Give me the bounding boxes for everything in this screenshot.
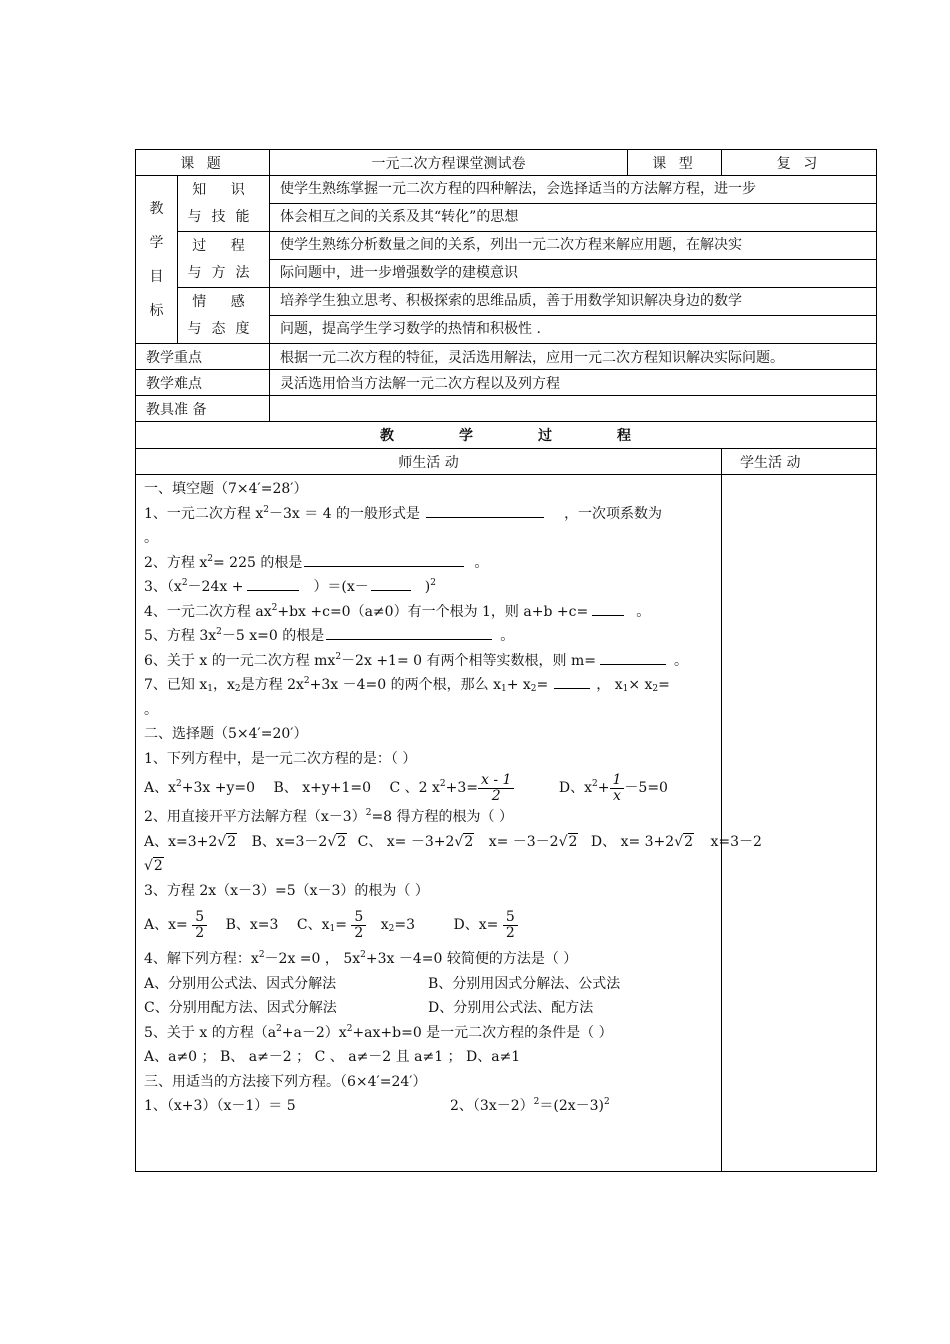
- content-row: [136, 475, 877, 1172]
- goal-row-knowledge: [136, 176, 877, 232]
- type-label: 课 型: [628, 150, 722, 176]
- header-row: [136, 150, 877, 176]
- s2-q4-options-cd: C、分别用配方法、因式分解法 D、分别用公式法、配方法: [144, 1000, 594, 1016]
- sqrt-icon: √2: [217, 833, 237, 850]
- goal-row-process: [136, 232, 877, 288]
- goal-label-knowledge: 知 识 与技能: [178, 176, 270, 232]
- s2-q5-options: A、a≠0 ； B、 a≠－2 ； C 、 a≠－2 且 a≠1 ； D、a≠1: [144, 1049, 521, 1065]
- fraction-x-minus-1-over-2: $\frac{x - 1}{2}$: [478, 773, 514, 804]
- goals-side-label: 教 学 目 标: [136, 176, 178, 344]
- fraction-1-over-x: $\frac{1}{x}$: [610, 773, 625, 804]
- difficulty-text: 灵活选用恰当方法解一元二次方程以及列方程: [270, 370, 877, 396]
- lesson-plan-table: [135, 149, 877, 1172]
- key-points-text: 根据一元二次方程的特征，灵活选用解法，应用一元二次方程知识解决实际问题。: [270, 344, 877, 370]
- s2-q1: 1、下列方程中，是一元二次方程的是：（ ）: [144, 750, 417, 767]
- difficulty-row: [136, 370, 877, 396]
- section3-title: 三、用适当的方法接下列方程。（6×4′=24′）: [144, 1073, 427, 1090]
- activity-header-row: [136, 449, 877, 475]
- fraction-5-over-2: $\frac{5}{2}$: [351, 910, 366, 941]
- s1-q7-end: 。: [144, 701, 158, 718]
- student-activity-content: [722, 475, 877, 1172]
- student-activity-header: 学生活 动: [722, 449, 877, 475]
- s2-q2-options-wrap: [144, 854, 715, 879]
- s3-questions: 1、（x+3）（x－1）＝ 5 2、$(3x-2)^2=(2x-3)^2$: [144, 1097, 610, 1114]
- preparation-label: 教具准 备: [136, 396, 270, 422]
- goal-text-knowledge: 使学生熟练掌握一元二次方程的四种解法，会选择适当的方法解方程，进一步 体会相互之间的关系及其“转化”的思想: [270, 176, 877, 232]
- sqrt-icon: √2: [454, 833, 474, 850]
- s1-q6: 6、关于 x 的一元二次方程 $mx^2-2x +1= 0$ 有两个相等实数根，则 m= 。: [144, 651, 688, 669]
- s2-q4: 4、解下列方程：$x^2-2x =0$ ， $5x^2+3x -4=0$ 较简便的方法是（ ）: [144, 950, 578, 967]
- s1-q4: 4、一元二次方程 $ax^2+bx +c=0(a\ne 0)$有一个根为 1，则 a+b +c= 。: [144, 602, 651, 620]
- preparation-text: [270, 396, 877, 422]
- sqrt-icon: √2: [674, 833, 694, 850]
- lesson-title: 一元二次方程课堂测试卷: [270, 150, 628, 176]
- key-points-label: 教学重点: [136, 344, 270, 370]
- sqrt-icon: √2: [558, 833, 578, 850]
- s1-q5: 5、方程 $3x^2-5$ x=0 的根是 。: [144, 627, 515, 644]
- goal-label-attitude: 情 感 与态度: [178, 288, 270, 344]
- s2-q2-options: A、x=3+2√2 B、x=3－2√2 C、 x= －3+2√2 x= －3－2√2 D、 x= 3+2√2 x=3－2: [144, 830, 715, 855]
- difficulty-label: 教学难点: [136, 370, 270, 396]
- s2-q3-options: A、x= $\frac{5}{2}$ B、x=3 C、$x_1=$ $\frac{5}{2}$ $x_2=3$ D、x= $\frac{5}{2}$: [144, 903, 715, 947]
- s1-q3: 3、$(x^2-24x + )=(x- )^2$: [144, 578, 436, 595]
- process-title: 教 学 过 程: [136, 422, 877, 449]
- lesson-plan-sheet: [135, 149, 876, 1172]
- teacher-activity-header: 师生活 动: [136, 449, 722, 475]
- goal-text-process: 使学生熟练分析数量之间的关系，列出一元二次方程来解应用题，在解决实 际问题中，进一步增强数学的建模意识: [270, 232, 877, 288]
- fraction-5-over-2: $\frac{5}{2}$: [503, 910, 518, 941]
- sqrt-icon: √2: [327, 833, 347, 850]
- section2-title: 二、选择题（5×4′=20′）: [144, 726, 308, 742]
- s1-q7: 7、已知 $x_1$，$x_2$是方程 $2x^2+3x -4=0$ 的两个根，那么 $x_1+ x_2=$ ， $x_1\times x_2=$: [144, 676, 670, 694]
- topic-label: 课 题: [136, 150, 270, 176]
- key-points-row: [136, 344, 877, 370]
- goal-row-attitude: [136, 288, 877, 344]
- goal-label-process: 过 程 与方法: [178, 232, 270, 288]
- sqrt-icon: √2: [144, 858, 163, 874]
- preparation-row: [136, 396, 877, 422]
- s1-q1: 1、一元二次方程 $x^2-3x = 4$ 的一般形式是 ，一次项系数为: [144, 504, 663, 522]
- fraction-5-over-2: $\frac{5}{2}$: [192, 910, 207, 941]
- teacher-activity-content: [136, 475, 762, 1172]
- s2-q5: 5、关于 x 的方程$(a^2+a-2)x^2+ax+b=0$ 是一元二次方程的条件是（ ）: [144, 1023, 613, 1041]
- type-value: 复 习: [722, 150, 877, 176]
- s2-q2: 2、用直接开平方法解方程$(x-3)^2=8$ 得方程的根为（ ）: [144, 808, 513, 825]
- s1-q1-end: 。: [144, 530, 158, 546]
- s2-q4-options-ab: A、分别用公式法、因式分解法 B、分别用因式分解法、公式法: [144, 975, 621, 992]
- s2-q3: 3、方程 2x（x－3）=5（x－3）的根为（ ）: [144, 882, 429, 899]
- s2-q1-options: A、$x^2+3x +y=0$ B、 x+y+1=0 C 、2 $x^2+3=$ $\frac{x - 1}{2}$ D、$x^2+$ $\frac{1}{x}$ －5=0: [144, 771, 668, 804]
- s1-q2: 2、方程 $x^2= 225$ 的根是 。: [144, 553, 489, 571]
- process-title-row: [136, 422, 877, 449]
- section1-title: 一、填空题（7×4′=28′）: [144, 481, 308, 497]
- goal-text-attitude: 培养学生独立思考、积极探索的思维品质，善于用数学知识解决身边的数学 问题，提高学生学习数学的热情和积极性 .: [270, 288, 877, 344]
